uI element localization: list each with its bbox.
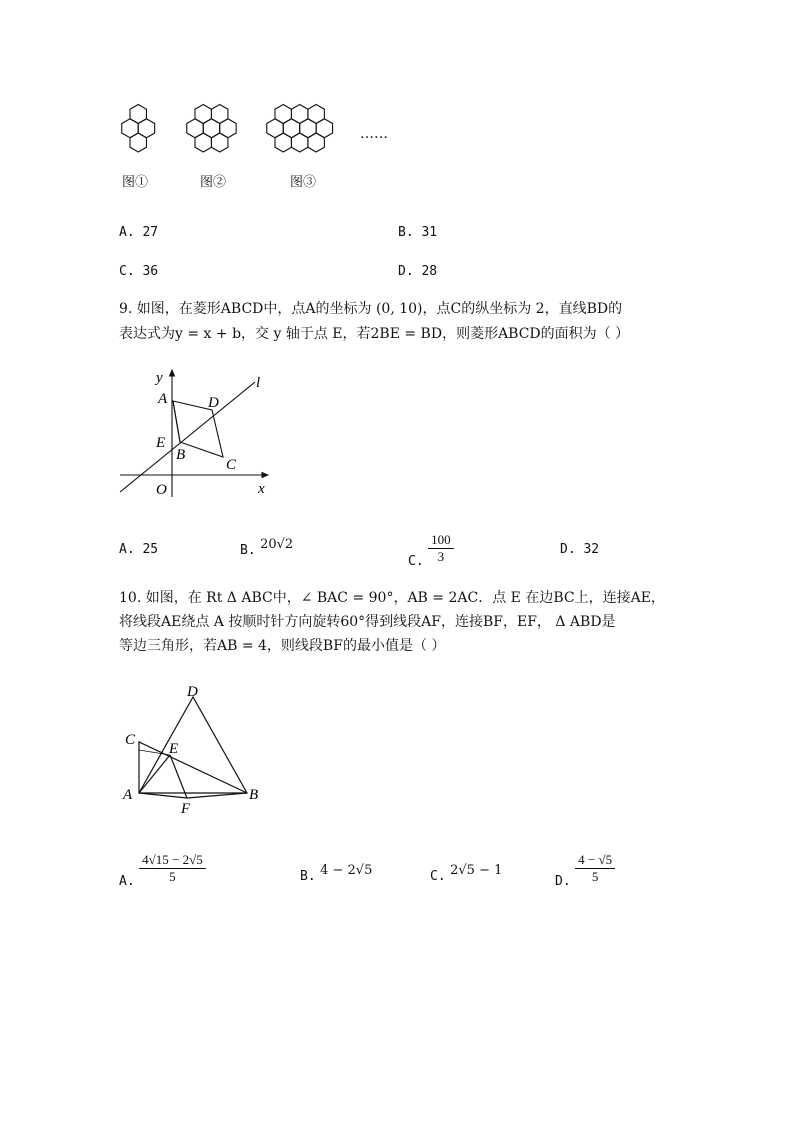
- q8-option-a: [119, 223, 158, 243]
- q8-option-b: [398, 223, 437, 243]
- option-value: 31: [421, 225, 438, 240]
- fraction-numerator: 4 − √5: [575, 852, 615, 869]
- q10-option-a: [119, 852, 206, 889]
- q9-stem-line-1: 9. 如图，在菱形ABCD中，点A的坐标为 (0, 10)，点C的纵坐标为 2，直线BD的: [119, 301, 623, 317]
- label-o: O: [156, 482, 167, 498]
- q10-stem-line-2: 将线段AE绕点 A 按顺时针方向旋转60°得到线段AF，连接BF，EF， Δ ABD是: [119, 614, 616, 630]
- label-c: C: [125, 732, 136, 748]
- option-letter: D.: [555, 873, 571, 889]
- option-value: 4 − 2√5: [320, 863, 373, 878]
- hexagon-cell: [267, 119, 283, 138]
- option-letter: B.: [240, 543, 256, 558]
- option-letter: B.: [398, 225, 414, 240]
- q10-figure: [115, 680, 275, 820]
- hexagon-cell: [316, 119, 332, 138]
- fraction-numerator: 100: [428, 532, 454, 549]
- q10-stem-line-1: 10. 如图，在 Rt Δ ABC中，∠ BAC = 90°，AB = 2AC．点 E 在边BC上，连接AE，: [119, 590, 665, 606]
- q9-stem-line-2: 表达式为y = x + b，交 y 轴于点 E，若2BE = BD，则菱形ABCD的面积为（ ）: [119, 326, 630, 342]
- q9-figure: [110, 362, 280, 502]
- hexagon-cell: [283, 119, 299, 138]
- q8-option-d: [398, 262, 437, 282]
- triangle-abd: [139, 697, 247, 793]
- label-f: F: [181, 801, 191, 817]
- q10-option-c: [430, 863, 503, 887]
- ellipsis: ……: [360, 126, 388, 142]
- q10-option-d: [555, 852, 615, 889]
- label-e: E: [169, 741, 179, 757]
- q9-option-b: [240, 537, 294, 561]
- option-value: 36: [142, 264, 159, 279]
- fraction-denominator: 3: [437, 549, 445, 564]
- option-letter: D.: [560, 542, 576, 557]
- q10-option-b: [300, 863, 373, 887]
- option-letter: A.: [119, 873, 135, 889]
- caption-figure-3: 图③: [290, 175, 317, 190]
- label-e: E: [156, 435, 166, 451]
- option-value: 25: [142, 542, 159, 557]
- option-letter: C.: [430, 869, 446, 884]
- segment-af: [139, 793, 187, 798]
- hexagon-cell: [300, 119, 316, 138]
- label-a: A: [158, 391, 168, 407]
- label-l: l: [256, 375, 261, 391]
- option-value: 2√5 − 1: [450, 863, 503, 878]
- option-letter: D.: [398, 264, 414, 279]
- option-letter: C.: [408, 553, 424, 569]
- option-value: 27: [142, 225, 159, 240]
- hexagon-cell: [220, 119, 236, 138]
- q9-option-a: [119, 540, 158, 560]
- caption-figure-2: 图②: [200, 175, 227, 190]
- q8-option-c: [119, 262, 158, 282]
- hexagon-cell: [203, 119, 219, 138]
- segment-ab: [173, 401, 180, 442]
- option-fraction: [575, 852, 615, 885]
- label-d: D: [208, 395, 219, 411]
- hexagon-cell: [122, 119, 138, 138]
- segment-ce: [139, 750, 170, 755]
- option-value: 32: [583, 542, 600, 557]
- q9-option-d: [560, 540, 599, 560]
- option-fraction: [428, 532, 454, 565]
- option-letter: A.: [119, 542, 135, 557]
- label-x: x: [258, 481, 265, 497]
- caption-figure-1: 图①: [122, 175, 149, 190]
- label-a: A: [123, 787, 133, 803]
- triangle-abc: [139, 742, 247, 793]
- q10-stem-line-3: 等边三角形，若AB = 4，则线段BF的最小值是（ ）: [119, 638, 446, 654]
- label-y: y: [156, 370, 163, 386]
- segment-bf: [187, 793, 247, 798]
- label-c: C: [226, 457, 237, 473]
- option-letter: B.: [300, 869, 316, 884]
- hexagon-cell: [138, 119, 154, 138]
- option-value: 28: [421, 264, 438, 279]
- option-fraction: [139, 852, 206, 885]
- option-letter: A.: [119, 225, 135, 240]
- option-letter: C.: [119, 264, 135, 279]
- label-b: B: [249, 787, 259, 803]
- fraction-numerator: 4√15 − 2√5: [139, 852, 206, 869]
- hexagon-cell: [187, 119, 203, 138]
- fraction-denominator: 5: [169, 869, 176, 884]
- q9-option-c: [408, 532, 454, 569]
- segment-ae: [139, 755, 170, 793]
- label-d: D: [187, 684, 198, 700]
- fraction-denominator: 5: [591, 869, 599, 884]
- segment-ef: [170, 755, 187, 798]
- option-value: 20√2: [260, 537, 294, 552]
- label-b: B: [176, 447, 186, 463]
